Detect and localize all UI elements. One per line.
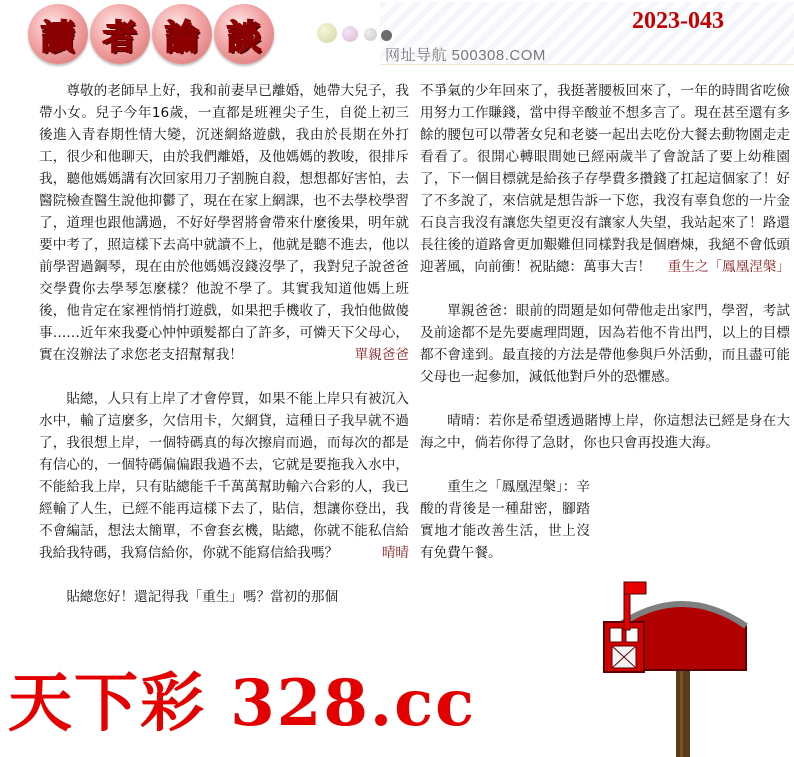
title-bubble — [90, 4, 150, 64]
letter-text: 貼總您好！還記得我「重生」嗎？當初的那個 — [66, 589, 339, 605]
letter-text: 尊敬的老師早上好，我和前妻早已離婚，她帶大兒子，我帶小女。兒子今年16歲，一直都是班裡尖子生，自從上初三後進入青春期性情大變，沉迷網絡遊戲，我由於長期在外打工，很少和他聊天，由於我們離婚，及他媽媽的教唆，很排斥我，聽他媽媽講有次回家用刀子割腕自殺，想想都好害怕，去醫院檢查醫生說他抑鬱了，現在在家上網課，也不去學校學習了，道理也跟他講過，不好好學習將會帶來什麼後果，明年就要中考了，照這樣下去高中就讀不上，他就是聽不進去，他以前學習過鋼琴，現在由於他媽媽沒錢沒學了，我對兒子說爸爸交學費你去學琴怎麼樣？他說不學了。其實我知道他媽上班後，他肯定在家裡悄悄打遊戲，如果把手機收了，我怕他做傻事……近年來我憂心忡忡頭髮都白了許多，可憐天下父母心，實在沒辦法了求您老支招幫幫我！ — [39, 83, 409, 363]
letter-paragraph — [39, 388, 409, 564]
decor-dot — [381, 30, 392, 41]
issue-code: 2023-043 — [632, 8, 724, 34]
title-char: 者 — [103, 17, 137, 58]
decor-dot — [317, 23, 337, 43]
letter-paragraph — [420, 80, 790, 278]
letter-paragraph — [39, 80, 409, 366]
reply-paragraph — [420, 476, 590, 564]
letter-signature: 晴晴 — [381, 545, 409, 561]
letter-signature: 重生之「鳳凰涅槃」 — [667, 259, 790, 275]
reply-text: 單親爸爸：眼前的問題是如何帶他走出家門，學習，考試及前途都不是先要處理問題，因為若他不肯出門，以上的目標都不會達到。最直接的方法是帶他參與戶外活動，而且盡可能父母也一起參加，減低他對戶外的恐懼感。 — [420, 303, 790, 385]
decor-dot — [342, 26, 358, 42]
reply-text: 晴晴：若你是希望透過賭博上岸，你這想法已經是身在大海之中，倘若你得了急財，你也只會再投進大海。 — [420, 413, 790, 451]
reply-paragraph — [420, 300, 790, 388]
watermark: 天下彩 328.cc — [8, 666, 477, 741]
title-char: 談 — [227, 17, 261, 58]
left-column — [39, 80, 409, 630]
letter-text: 不爭氣的少年回來了，我挺著腰板回來了，一年的時間省吃儉用努力工作賺錢，當中得辛酸並不想多言了。現在甚至還有多餘的腰包可以帶著女兒和老婆一起出去吃份大餐去動物園走走看看了。很開心轉眼間她已經兩歲半了會說話了要上幼稚園了，下一個目標就是給孩子存學費多攢錢了扛起這個家了！好了不多說了，來信就是想告訴一下您，我沒有辜負您的一片金石良言我沒有讓您失望更沒有讓家人失望，我站起來了！路還長往後的道路會更加艱難但同樣對我是個磨煉，我絕不會低頭迎著風，向前衝！祝貼總：萬事大吉！ — [420, 83, 790, 275]
mailbox-illustration — [598, 574, 778, 757]
header — [0, 0, 794, 66]
title-bubble — [152, 4, 212, 64]
letter-signature: 單親爸爸 — [354, 347, 409, 363]
title-char: 論 — [165, 17, 199, 58]
title-bubble — [214, 4, 274, 64]
section-title — [28, 4, 276, 64]
reply-text: 重生之「鳳凰涅槃」：辛酸的背後是一種甜密，腳踏實地才能改善生活，世上沒有免費午餐。 — [420, 479, 590, 561]
right-column — [420, 80, 790, 586]
letter-paragraph — [39, 586, 409, 608]
title-bubble — [28, 4, 88, 64]
reply-paragraph — [420, 410, 790, 454]
site-url: 网址导航 500308.COM — [385, 47, 546, 64]
decor-dot — [364, 28, 377, 41]
letter-text: 貼總，人只有上岸了才會停買，如果不能上岸只有被沉入水中，輸了這麼多，欠信用卡，欠網貸，這種日子我早就不過了，我很想上岸，一個特碼真的每次擦肩而過，而每次的都是有信心的，一個特碼偏偏跟我過不去，它就是要拖我入水中，不能給我上岸，只有貼總能千千萬萬幫助輸六合彩的人，我已經輸了人生，已經不能再這樣下去了，貼信，想讓你登出，我不會編話，想法太簡單，不會套玄機，貼總，你就不能私信給我給我特碼，我寫信給你，你就不能寫信給我嗎？ — [39, 391, 409, 561]
title-char: 讀 — [41, 17, 75, 58]
